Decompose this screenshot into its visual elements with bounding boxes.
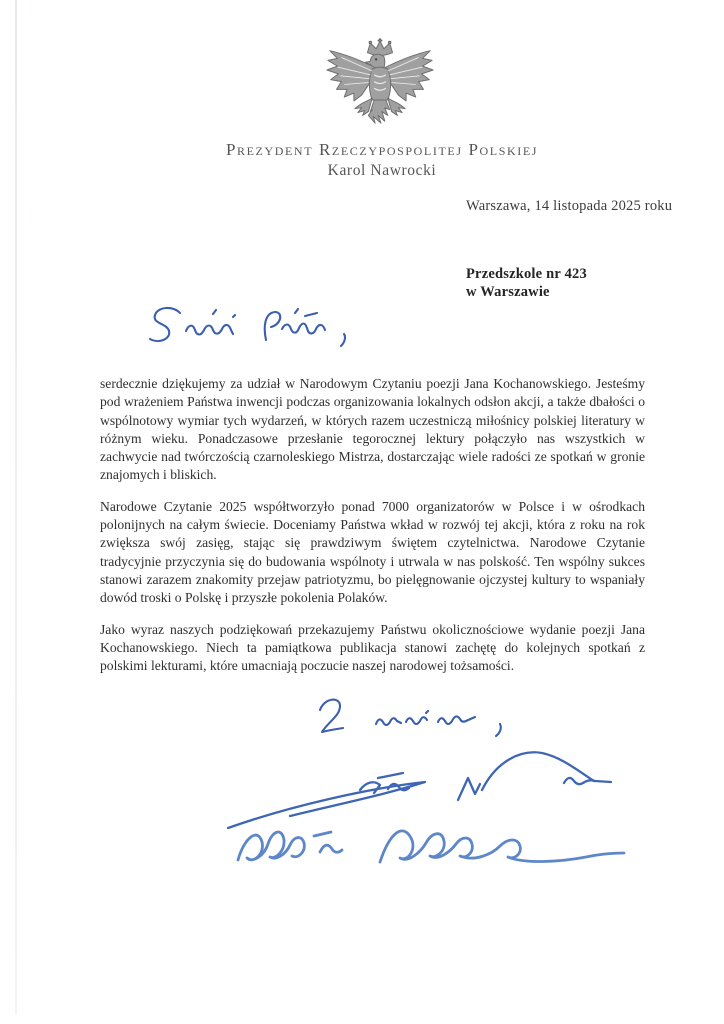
paragraph-1: serdecznie dziękujemy za udział w Narodowym Czytaniu poezji Jana Kochanowskiego. Jesteśmy pod wrażeniem Państwa inwencji podczas organizowania lokalnych odsłon akcji, a także dbałości o wspólnotowy wymiar tych wydarzeń, w których razem uczestniczą miłośnicy polskiej literatury w różnym wieku. Ponadczasowe przesłanie tegorocznej lektury połączyło nas wszystkich w zachwycie nad twórczością czarnoleskiego Mistrza, dostarczając wiele radości ze spotkań w gronie znajomych i bliskich.: [100, 376, 645, 483]
paragraph-2: Narodowe Czytanie 2025 współtworzyło ponad 7000 organizatorów w Polsce i w ośrodkach polonijnych na całym świecie. Doceniamy Państwa wkład w rozwój tej akcji, która z roku na rok zwiększa swój zasięg, stając się prawdziwym świętem czytelnictwa. Narodowe Czytanie tradycyjnie przyczynia się do budowania wspólnoty i utrwala w nas polskość. Ten wspólny sukces stanowi zarazem znakomity przejaw patriotyzmu, bo pielęgnowanie ojczystej kultury to wspaniały dowód troski o Polskę i przyszłe pokolenia Polaków.: [100, 498, 645, 606]
sender-name: Karol Nawrocki: [327, 162, 437, 179]
handwritten-salutation: [136, 300, 364, 364]
dateline: Warszawa, 14 listopada 2025 roku: [466, 198, 673, 214]
paragraph-3: Jako wyraz naszych podziękowań przekazujemy Państwu okolicznościowe wydanie poezji Jana Kochanowskiego. Niech ta pamiątkowa publikacja stanowi zachętę do kolejnych spotkań z polskimi lekturami, które umacniają poczucie naszej narodowej tożsamości.: [100, 621, 645, 674]
letter-body: [100, 375, 645, 675]
polish-eagle-emblem: [322, 36, 438, 133]
sender-title: Prezydent Rzeczypospolitej Polskiej: [225, 140, 539, 159]
addressee-block: [466, 265, 587, 301]
scan-edge-artifact: [15, 0, 17, 1014]
handwritten-signature-2: [230, 812, 632, 876]
addressee-line2: w Warszawie: [466, 284, 550, 300]
letterhead: [40, 140, 724, 181]
addressee-line1: Przedszkole nr 423: [466, 266, 587, 282]
